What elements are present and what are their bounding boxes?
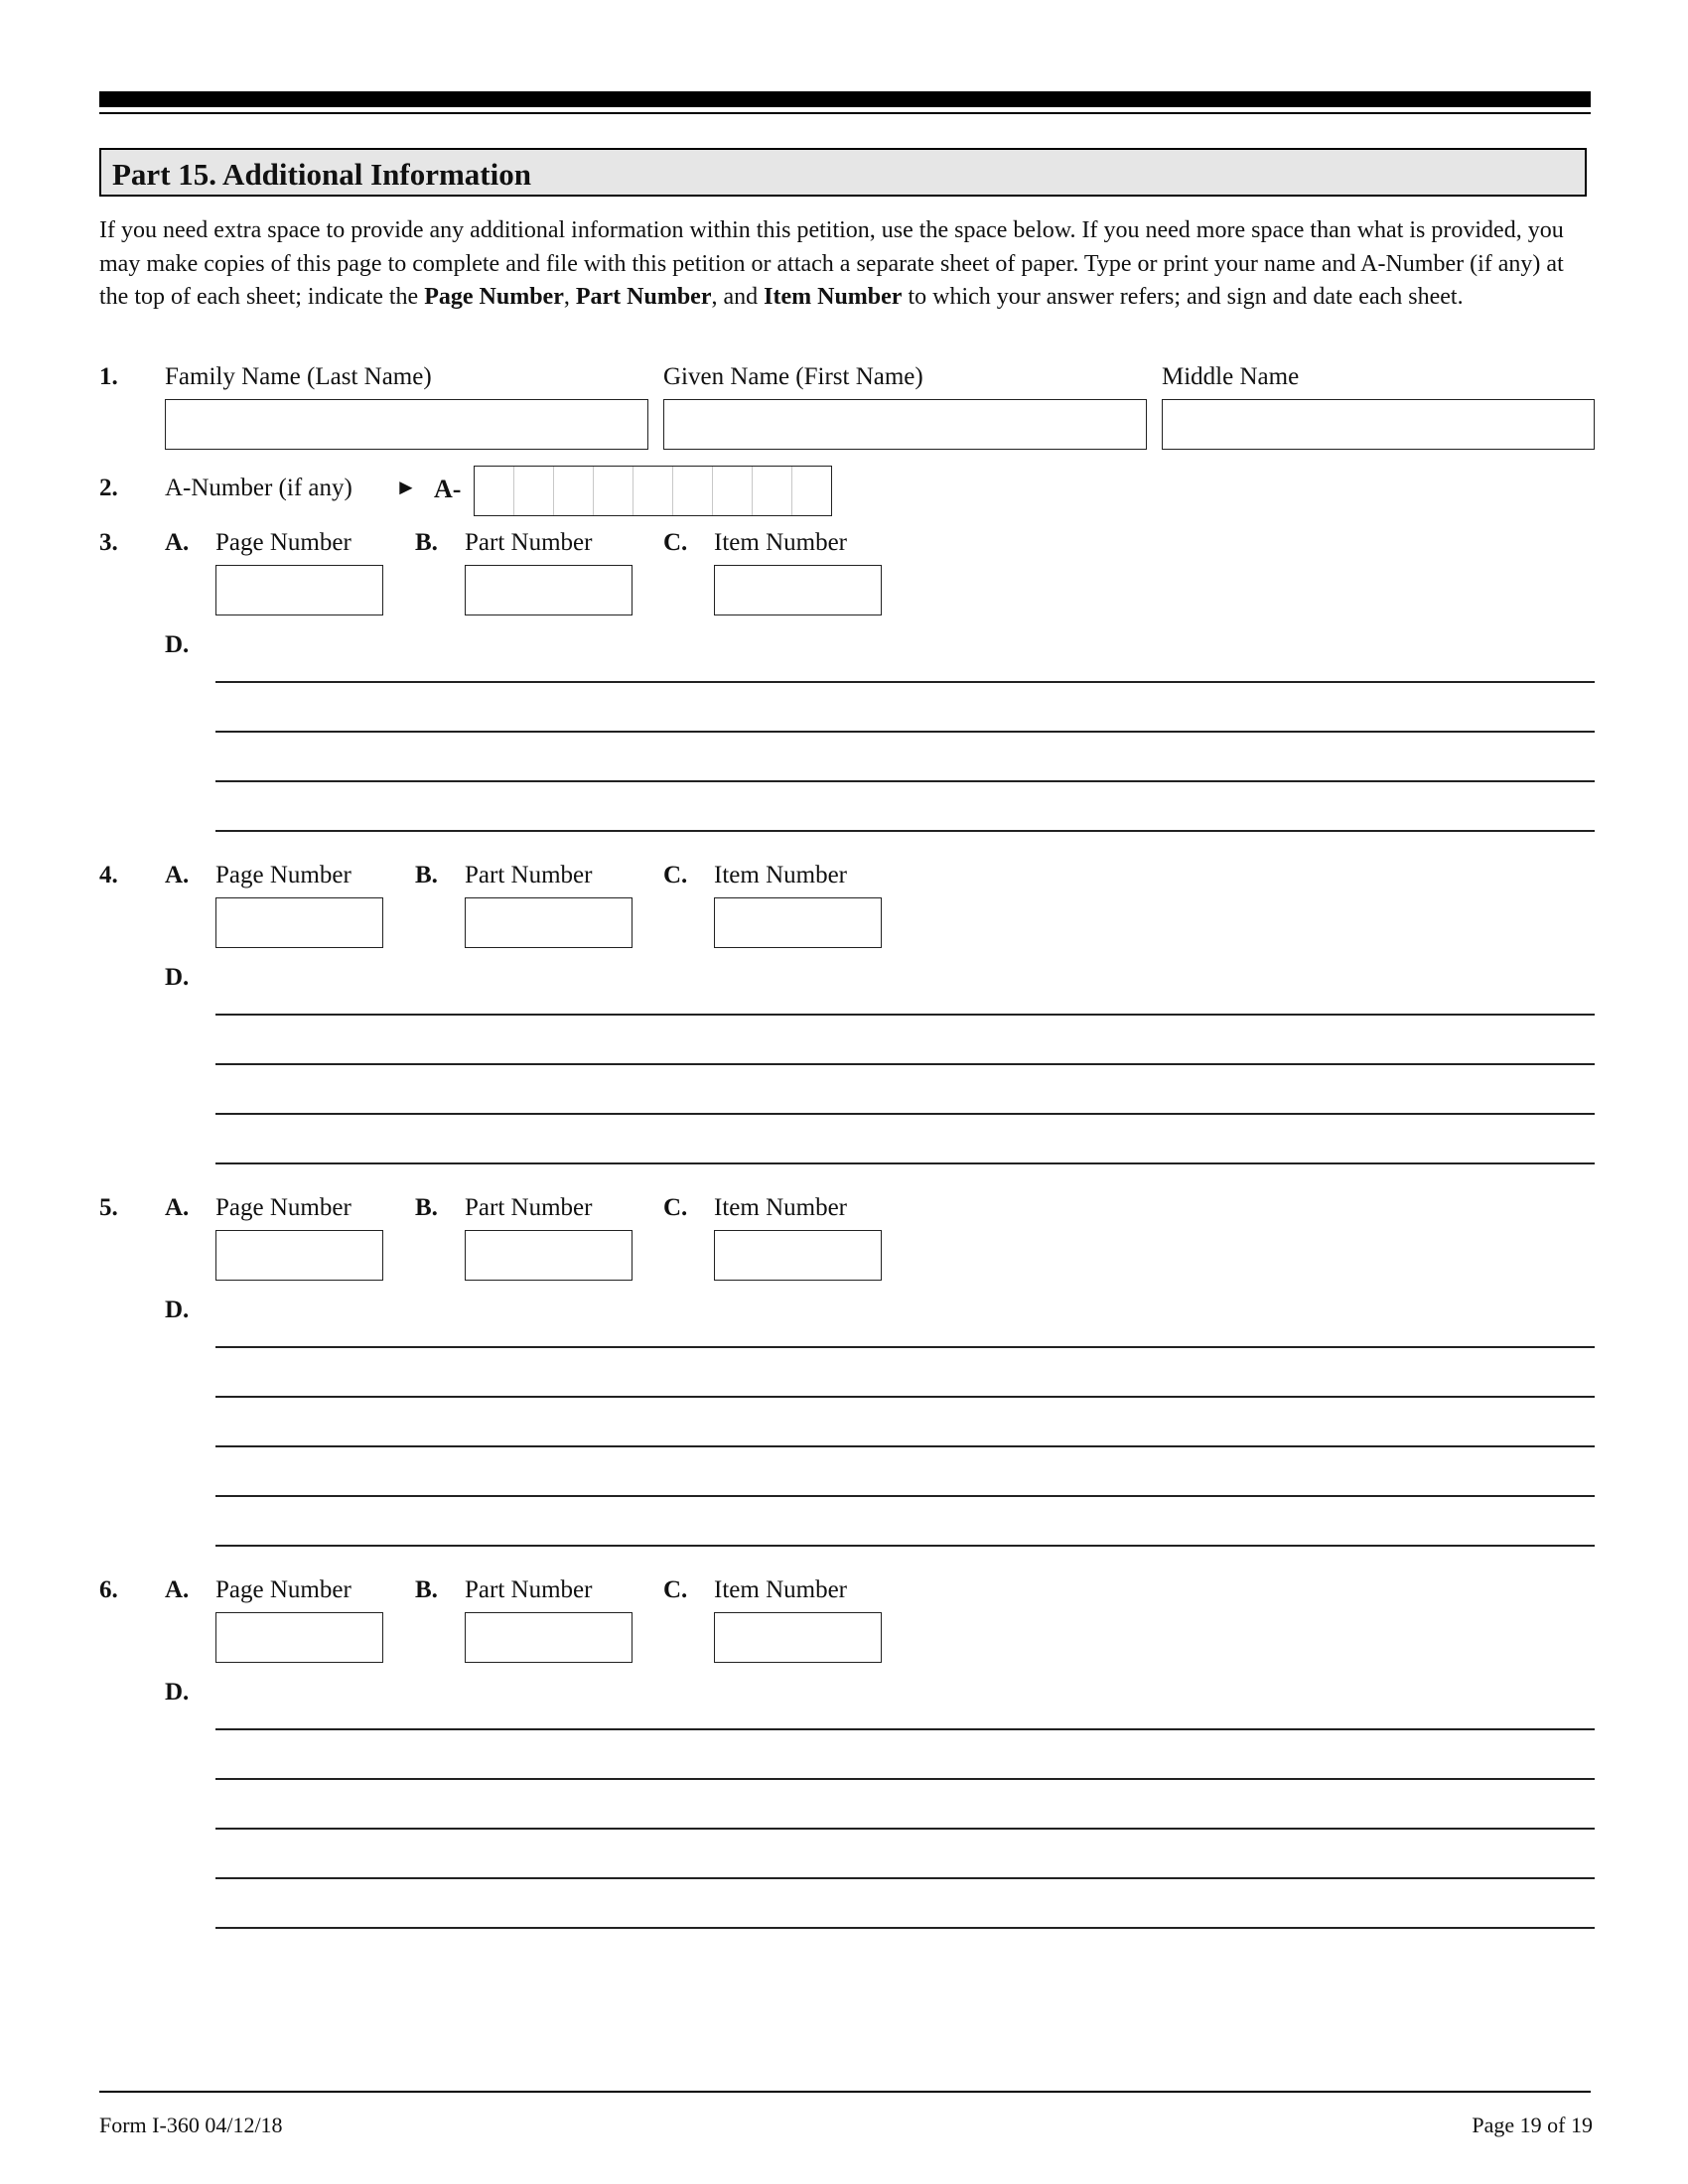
- item-6-answer-line[interactable]: [215, 1877, 1595, 1879]
- item-6-part-label: Part Number: [465, 1576, 593, 1603]
- item-6a-letter: A.: [165, 1576, 190, 1603]
- item-3a-letter: A.: [165, 529, 190, 556]
- item-4d-letter: D.: [165, 964, 190, 991]
- item-3b-letter: B.: [415, 529, 438, 556]
- item-5-answer-line[interactable]: [215, 1445, 1595, 1447]
- a-number-prefix: A-: [434, 475, 462, 503]
- family-name-input[interactable]: [165, 399, 648, 450]
- item-5-answer-line[interactable]: [215, 1346, 1595, 1348]
- item-1-number: 1.: [99, 363, 118, 390]
- arrow-right-icon: ►: [395, 475, 417, 499]
- item-5-answer-line[interactable]: [215, 1495, 1595, 1497]
- item-3-answer-line[interactable]: [215, 780, 1595, 782]
- item-4-answer-line[interactable]: [215, 1014, 1595, 1016]
- top-thick-rule: [99, 91, 1591, 107]
- item-6-item-label: Item Number: [714, 1576, 847, 1603]
- item-4a-letter: A.: [165, 862, 190, 888]
- middle-name-input[interactable]: [1162, 399, 1595, 450]
- item-4-page-input[interactable]: [215, 897, 383, 948]
- item-4-part-label: Part Number: [465, 862, 593, 888]
- item-6b-letter: B.: [415, 1576, 438, 1603]
- item-6-answer-line[interactable]: [215, 1927, 1595, 1929]
- given-name-input[interactable]: [663, 399, 1147, 450]
- item-3d-letter: D.: [165, 631, 190, 658]
- item-4c-letter: C.: [663, 862, 688, 888]
- item-5b-letter: B.: [415, 1194, 438, 1221]
- item-5a-letter: A.: [165, 1194, 190, 1221]
- form-id: Form I-360 04/12/18: [99, 2113, 283, 2137]
- item-4-item-label: Item Number: [714, 862, 847, 888]
- item-6c-letter: C.: [663, 1576, 688, 1603]
- item-5-answer-line[interactable]: [215, 1396, 1595, 1398]
- family-name-label: Family Name (Last Name): [165, 363, 432, 390]
- item-4-answer-line[interactable]: [215, 1113, 1595, 1115]
- middle-name-label: Middle Name: [1162, 363, 1300, 390]
- intro-paragraph: If you need extra space to provide any additional information within this petition, use the space below. If you need more space than what is provided, you may make copies of this page to complete and file with this petition or attach a separate sheet of paper. Type or print your name and A-Number (if any) at the top of each sheet; indicate the Page Number, Part Number, and Item Number to which your answer refers; and sign and date each sheet.: [99, 217, 1564, 310]
- item-3-part-label: Part Number: [465, 529, 593, 556]
- given-name-label: Given Name (First Name): [663, 363, 923, 390]
- top-thin-rule: [99, 112, 1591, 114]
- footer-rule: [99, 2091, 1591, 2093]
- item-5-item-input[interactable]: [714, 1230, 882, 1281]
- item-2-number: 2.: [99, 475, 118, 501]
- item-5-answer-line[interactable]: [215, 1545, 1595, 1547]
- item-3c-letter: C.: [663, 529, 688, 556]
- item-4-item-input[interactable]: [714, 897, 882, 948]
- item-6-answer-line[interactable]: [215, 1778, 1595, 1780]
- item-4-number: 4.: [99, 862, 118, 888]
- item-3-answer-line[interactable]: [215, 681, 1595, 683]
- item-5-part-input[interactable]: [465, 1230, 633, 1281]
- part-header: Part 15. Additional Information: [99, 148, 1587, 197]
- item-4-part-input[interactable]: [465, 897, 633, 948]
- item-4-answer-line[interactable]: [215, 1063, 1595, 1065]
- item-6-answer-line[interactable]: [215, 1828, 1595, 1830]
- item-3-answer-line[interactable]: [215, 731, 1595, 733]
- item-6-number: 6.: [99, 1576, 118, 1603]
- item-5-part-label: Part Number: [465, 1194, 593, 1221]
- item-5-page-label: Page Number: [215, 1194, 352, 1221]
- item-5-number: 5.: [99, 1194, 118, 1221]
- item-3-answer-line[interactable]: [215, 830, 1595, 832]
- item-4-answer-line[interactable]: [215, 1162, 1595, 1164]
- item-4-page-label: Page Number: [215, 862, 352, 888]
- item-5d-letter: D.: [165, 1297, 190, 1323]
- item-6-page-label: Page Number: [215, 1576, 352, 1603]
- item-6-answer-line[interactable]: [215, 1728, 1595, 1730]
- item-6-item-input[interactable]: [714, 1612, 882, 1663]
- item-3-page-input[interactable]: [215, 565, 383, 615]
- item-3-number: 3.: [99, 529, 118, 556]
- item-3-item-label: Item Number: [714, 529, 847, 556]
- item-3-part-input[interactable]: [465, 565, 633, 615]
- item-6-page-input[interactable]: [215, 1612, 383, 1663]
- item-5-item-label: Item Number: [714, 1194, 847, 1221]
- item-4b-letter: B.: [415, 862, 438, 888]
- a-number-label: A-Number (if any): [165, 475, 352, 501]
- item-5c-letter: C.: [663, 1194, 688, 1221]
- item-5-page-input[interactable]: [215, 1230, 383, 1281]
- a-number-input[interactable]: [474, 466, 832, 516]
- item-3-page-label: Page Number: [215, 529, 352, 556]
- item-3-item-input[interactable]: [714, 565, 882, 615]
- page-number: Page 19 of 19: [1472, 2113, 1593, 2137]
- item-6d-letter: D.: [165, 1679, 190, 1706]
- item-6-part-input[interactable]: [465, 1612, 633, 1663]
